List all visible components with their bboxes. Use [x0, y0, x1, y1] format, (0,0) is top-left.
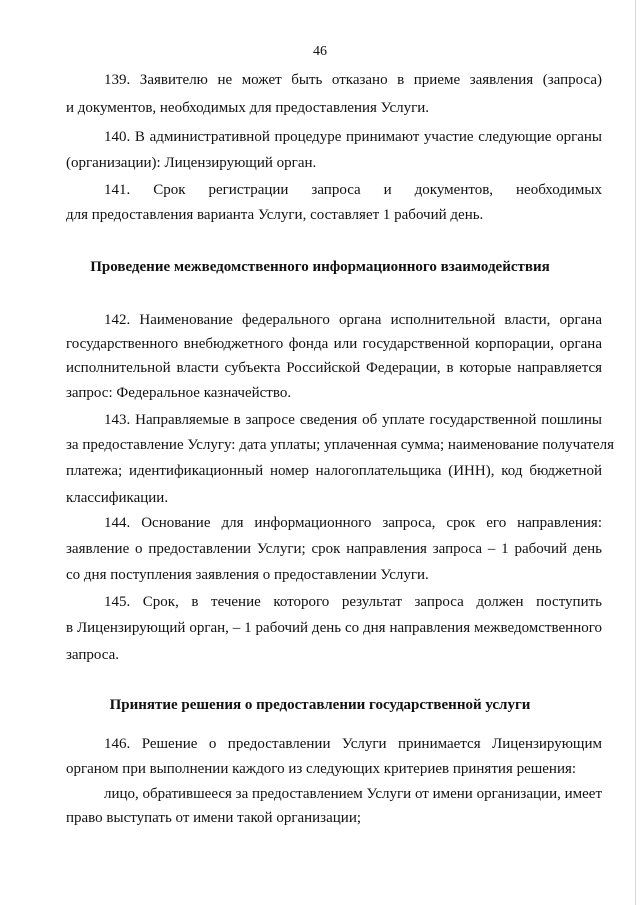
paragraph-140-line-2: (организации): Лицензирующий орган.	[66, 155, 317, 171]
paragraph-145-line-1: 145. Срок, в течение которого результат запроса должен поступить	[104, 594, 602, 610]
paragraph-146-line-2: органом при выполнении каждого из следующих критериев принятия решения:	[66, 761, 577, 777]
paragraph-143-line-3: платежа; идентификационный номер налогоплательщика (ИНН), код бюджетной	[66, 463, 602, 479]
page-edge	[635, 0, 636, 905]
paragraph-140-line-1: 140. В административной процедуре принимают участие следующие органы	[104, 129, 602, 145]
paragraph-144-line-3: со дня поступления заявления о предоставлении Услуги.	[66, 567, 429, 583]
paragraph-141-line-1: 141. Срок регистрации запроса и документов, необходимых	[104, 182, 602, 198]
paragraph-144-line-1: 144. Основание для информационного запроса, срок его направления:	[104, 515, 602, 531]
paragraph-141-line-2: для предоставления варианта Услуги, составляет 1 рабочий день.	[66, 207, 484, 223]
paragraph-139-line-2: и документов, необходимых для предоставления Услуги.	[66, 100, 430, 116]
page-number: 46	[313, 44, 327, 59]
paragraph-139-line-1: 139. Заявителю не может быть отказано в приеме заявления (запроса)	[104, 72, 602, 88]
paragraph-145-line-2: в Лицензирующий орган, – 1 рабочий день со дня направления межведомственного	[66, 620, 602, 636]
section-heading-decision: Принятие решения о предоставлении государственной услуги	[109, 697, 531, 713]
paragraph-142-line-1: 142. Наименование федерального органа исполнительной власти, органа	[104, 312, 602, 328]
paragraph-143-line-4: классификации.	[66, 490, 169, 506]
paragraph-142-line-2: государственного внебюджетного фонда или государственной корпорации, органа	[66, 336, 602, 352]
paragraph-143-line-2: за предоставление Услугу: дата уплаты; уплаченная сумма; наименование получателя	[66, 437, 615, 453]
paragraph-criterion-line-1: лицо, обратившееся за предоставлением Услуги от имени организации, имеет	[104, 786, 602, 802]
paragraph-146-line-1: 146. Решение о предоставлении Услуги принимается Лицензирующим	[104, 736, 602, 752]
paragraph-142-line-4: запрос: Федеральное казначейство.	[66, 385, 292, 401]
paragraph-criterion-line-2: право выступать от имени такой организации;	[66, 810, 362, 826]
paragraph-142-line-3: исполнительной власти субъекта Российской Федерации, в которые направляется	[66, 360, 602, 376]
section-heading-interagency: Проведение межведомственного информационного взаимодействия	[90, 259, 550, 275]
paragraph-144-line-2: заявление о предоставлении Услуги; срок направления запроса – 1 рабочий день	[66, 541, 602, 557]
paragraph-145-line-3: запроса.	[66, 647, 120, 663]
paragraph-143-line-1: 143. Направляемые в запросе сведения об уплате государственной пошлины	[104, 412, 602, 428]
